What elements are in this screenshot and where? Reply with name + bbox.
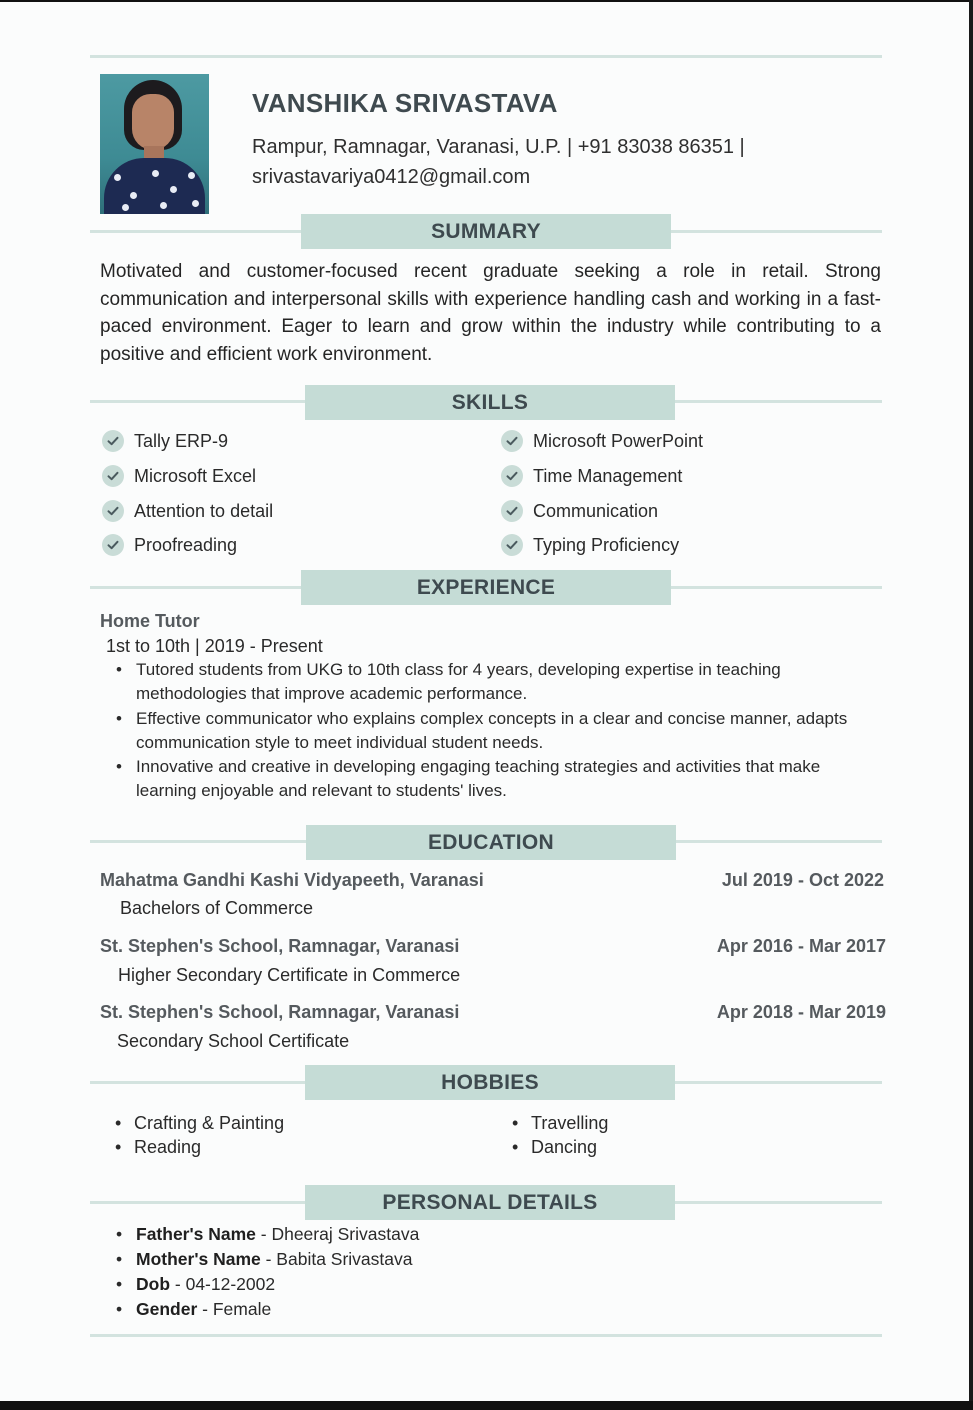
bottom-rule: [90, 1334, 882, 1337]
check-circle-icon: [102, 534, 124, 556]
skill-label: Time Management: [533, 465, 683, 486]
personal-detail-item: [136, 1222, 419, 1247]
education-degree: Bachelors of Commerce: [120, 898, 314, 918]
check-circle-icon: [501, 465, 523, 487]
detail-value: - Female: [197, 1299, 272, 1319]
detail-label: Father's Name: [136, 1224, 256, 1244]
personal-detail-item: [136, 1247, 412, 1272]
skill-label: Tally ERP-9: [134, 430, 229, 451]
skill-item: [102, 464, 256, 488]
skill-item: [102, 533, 237, 557]
summary-heading: SUMMARY: [301, 214, 671, 249]
resume-page: [0, 2, 969, 1401]
contact-email: srivastavariya0412@gmail.com: [252, 166, 531, 188]
skill-label: Microsoft PowerPoint: [533, 430, 704, 451]
check-circle-icon: [102, 500, 124, 522]
education-heading: EDUCATION: [306, 825, 676, 860]
skill-item: [501, 429, 703, 453]
education-degree: Higher Secondary Certificate in Commerce: [118, 965, 461, 985]
experience-bullet: • Tutored students from UKG to 10th class for 4 years, developing expertise in teaching methodologies that improve academic performance.: [136, 658, 876, 707]
check-circle-icon: [501, 500, 523, 522]
experience-bullet: • Innovative and creative in developing engaging teaching strategies and activities that make learning enjoyable and relevant to students' lives.: [136, 755, 876, 804]
skill-item: [102, 499, 273, 523]
education-school: St. Stephen's School, Ramnagar, Varanasi: [100, 1002, 460, 1022]
check-circle-icon: [102, 465, 124, 487]
profile-photo: [100, 74, 209, 214]
hobby-item: • Travelling: [531, 1111, 608, 1135]
skill-item: [102, 429, 228, 453]
hobby-item: • Reading: [134, 1135, 201, 1159]
experience-heading: EXPERIENCE: [301, 570, 671, 605]
detail-value: - Dheeraj Srivastava: [255, 1224, 420, 1244]
job-title: Home Tutor: [100, 611, 200, 631]
detail-label: Mother's Name: [136, 1249, 261, 1269]
hobby-item: • Crafting & Painting: [134, 1111, 284, 1135]
skill-label: Proofreading: [134, 534, 238, 555]
personal-details-heading: PERSONAL DETAILS: [305, 1185, 675, 1220]
detail-value: - 04-12-2002: [170, 1274, 276, 1294]
skill-item: [501, 464, 682, 488]
frame-right-border: [969, 0, 973, 1410]
skill-label: Attention to detail: [134, 500, 274, 521]
contact-address-phone: Rampur, Ramnagar, Varanasi, U.P. | +91 83038 86351 |: [252, 136, 745, 158]
hobbies-heading: HOBBIES: [305, 1065, 675, 1100]
check-circle-icon: [501, 430, 523, 452]
experience-bullets: [136, 658, 876, 804]
personal-detail-item: [136, 1297, 271, 1322]
education-school: Mahatma Gandhi Kashi Vidyapeeth, Varanasi: [100, 870, 484, 890]
frame-bottom-border: [0, 1401, 973, 1410]
top-rule: [90, 55, 882, 58]
job-meta: 1st to 10th | 2019 - Present: [106, 636, 323, 656]
skill-label: Communication: [533, 500, 659, 521]
detail-value: - Babita Srivastava: [260, 1249, 413, 1269]
check-circle-icon: [501, 534, 523, 556]
summary-text: Motivated and customer-focused recent graduate seeking a role in retail. Strong communication and interpersonal skills with experience handling cash and working in a fast-paced environment. Eager to learn and grow within the industry while contributing to a positive and efficient work environment.: [100, 261, 881, 365]
skill-item: [501, 533, 679, 557]
check-circle-icon: [102, 430, 124, 452]
education-dates: Apr 2018 - Mar 2019: [716, 1002, 886, 1022]
candidate-name: VANSHIKA SRIVASTAVA: [252, 88, 558, 118]
education-dates: Jul 2019 - Oct 2022: [721, 870, 884, 890]
skill-label: Typing Proficiency: [533, 534, 680, 555]
hobby-item: • Dancing: [531, 1135, 597, 1159]
skills-heading: SKILLS: [305, 385, 675, 420]
contact-info: [252, 132, 852, 192]
personal-detail-item: [136, 1272, 275, 1297]
skill-item: [501, 499, 658, 523]
education-degree: Secondary School Certificate: [117, 1031, 350, 1051]
education-dates: Apr 2016 - Mar 2017: [716, 936, 886, 956]
detail-label: Gender: [136, 1299, 198, 1319]
experience-bullet: • Effective communicator who explains complex concepts in a clear and concise manner, adapts communication style to meet individual student needs.: [136, 707, 876, 756]
skill-label: Microsoft Excel: [134, 465, 257, 486]
education-school: St. Stephen's School, Ramnagar, Varanasi: [100, 936, 460, 956]
detail-label: Dob: [136, 1274, 171, 1294]
